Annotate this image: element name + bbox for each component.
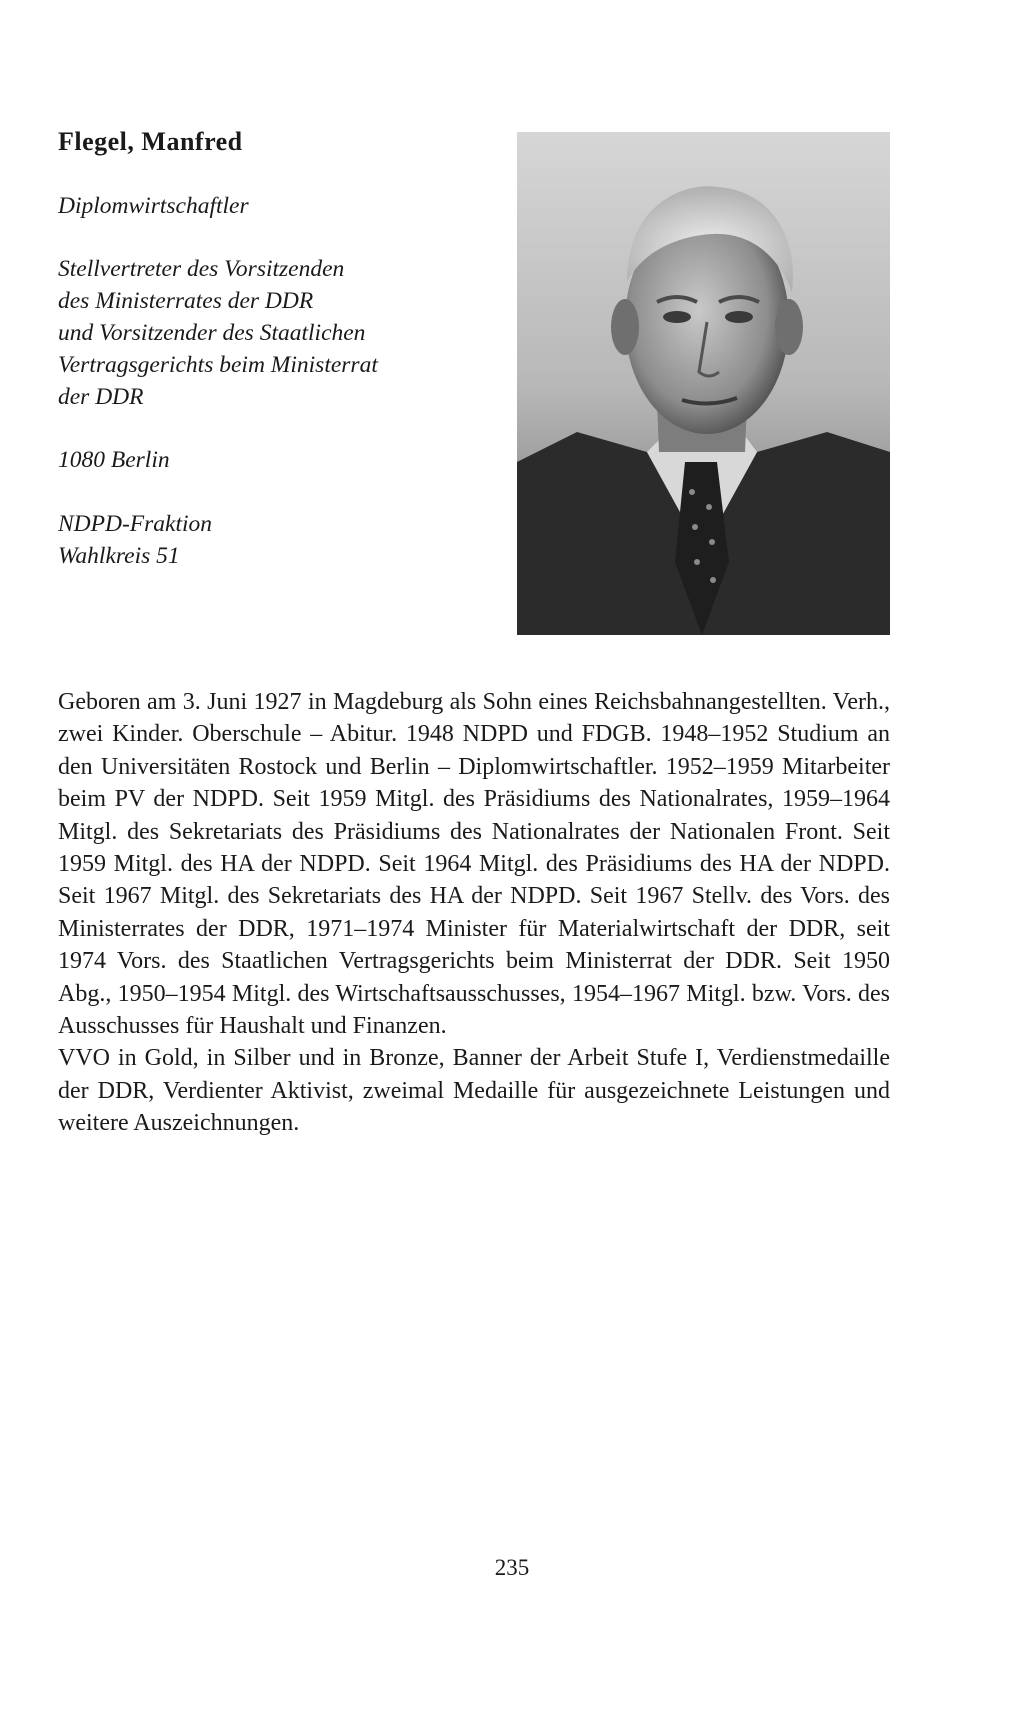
city: 1080 Berlin: [58, 447, 170, 473]
portrait-photo: [517, 132, 890, 635]
awards-paragraph: VVO in Gold, in Silber und in Bronze, Banner der Arbeit Stufe I, Verdienstmedaille der DDR, Verdienter Aktivist, zweimal Medaille für ausgezeichnete Leistungen und weitere Auszeichnungen.: [58, 1045, 890, 1137]
profession: Diplomwirtschaftler: [58, 193, 249, 219]
position-line: der DDR: [58, 384, 144, 410]
person-name: Flegel, Manfred: [58, 127, 243, 156]
position-line: Stellvertreter des Vorsitzenden: [58, 256, 345, 282]
positions: [58, 253, 478, 413]
page-number: 235: [494, 1555, 530, 1580]
faction: NDPD-Fraktion: [58, 511, 213, 537]
faction-info: [58, 508, 478, 572]
person-details: [58, 190, 478, 572]
position-line: des Ministerrates der DDR: [58, 288, 314, 314]
position-line: Vertragsgerichts beim Ministerrat: [58, 352, 378, 378]
position-line: und Vorsitzender des Staatlichen: [58, 320, 366, 346]
biography-paragraph: Geboren am 3. Juni 1927 in Magdeburg als Sohn eines Reichsbahnangestellten. Verh., zwei Kinder. Oberschule – Abitur. 1948 NDPD und FDGB. 1948–1952 Studium an den Universitäten Rostock und Berlin – Diplomwirtschaftler. 1952–1959 Mitarbeiter beim PV der NDPD. Seit 1959 Mitgl. des Präsidiums des Nationalrates, 1959–1964 Mitgl. des Sekretariats des Präsidiums des Nationalrates der Nationalen Front. Seit 1959 Mitgl. des HA der NDPD. Seit 1964 Mitgl. des Präsidiums des HA der NDPD. Seit 1967 Mitgl. des Sekretariats des HA der NDPD. Seit 1967 Stellv. des Vors. des Ministerrates der DDR, 1971–1974 Minister für Materialwirtschaft der DDR, seit 1974 Vors. des Staatlichen Vertragsgerichts beim Ministerrat der DDR. Seit 1950 Abg., 1950–1954 Mitgl. des Wirtschaftsausschusses, 1954–1967 Mitgl. bzw. Vors. des Ausschusses für Haushalt und Finanzen.: [58, 689, 890, 1040]
constituency: Wahlkreis 51: [58, 543, 180, 569]
biography-text: [58, 686, 890, 1140]
